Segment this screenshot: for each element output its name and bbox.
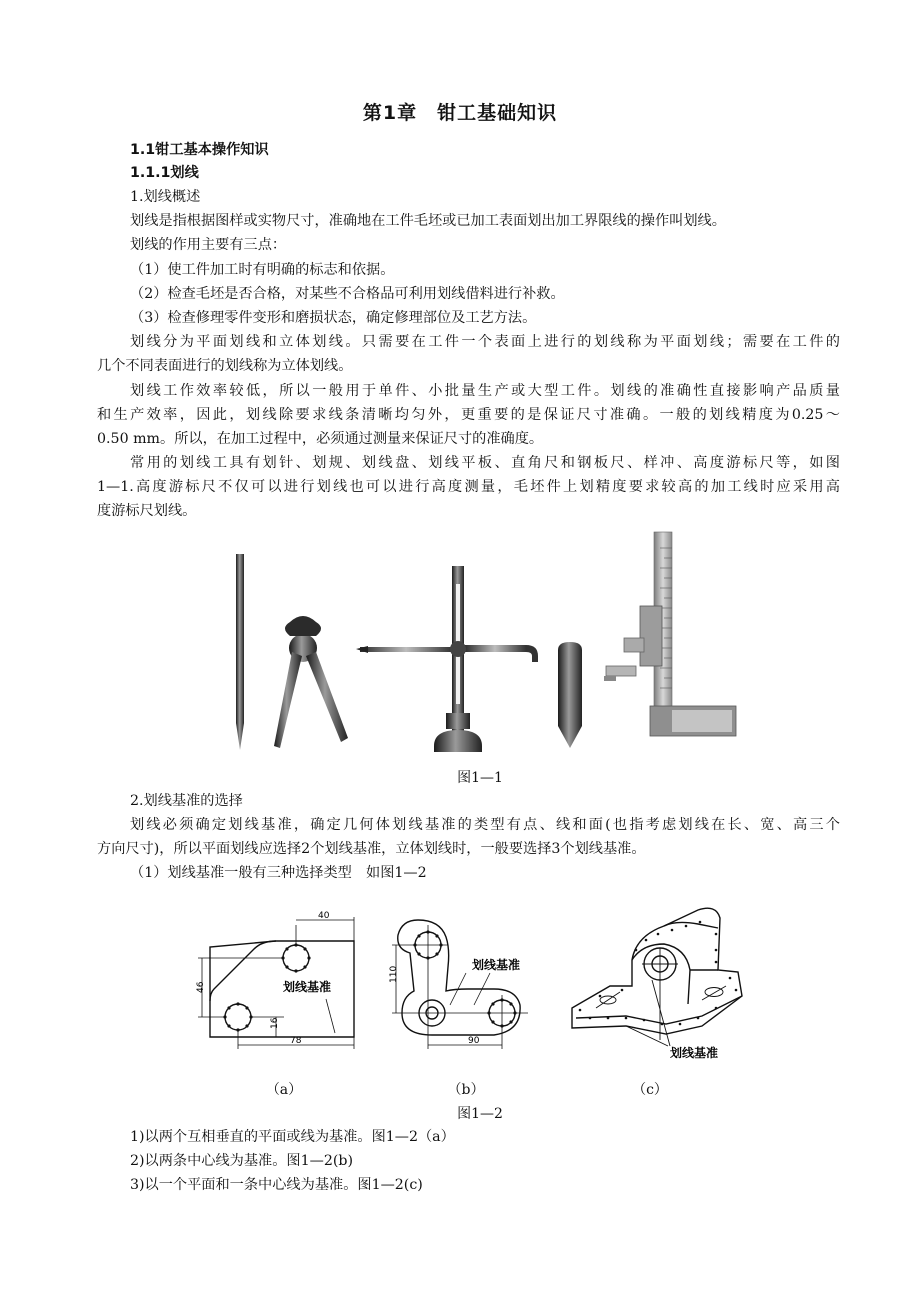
figure-1-2b-caption: （b） bbox=[447, 1082, 485, 1098]
list-item-2: （2）检查毛坯是否合格，对某些不合格品可利用划线借料进行补救。 bbox=[130, 286, 565, 302]
scriber-icon bbox=[236, 554, 244, 750]
paragraph-tools-line1: 常用的划线工具有划针、划规、划线盘、划线平板、直角尺和钢板尺、样冲、高度游标尺等，如图 bbox=[130, 455, 840, 471]
datum-type-1: 1)以两个互相垂直的平面或线为基准。图1—2（a） bbox=[130, 1129, 455, 1145]
subheading-overview: 1.划线概述 bbox=[130, 189, 201, 205]
dividers-icon bbox=[274, 616, 348, 748]
fig2a-dim-top: 40 bbox=[318, 911, 330, 921]
list-item-3: （3）检查修理零件变形和磨损状态，确定修理部位及工艺方法。 bbox=[130, 310, 537, 326]
fig2c-datum-label: 划线基准 bbox=[670, 1046, 719, 1060]
section-heading-1-1-1: 1.1.1划线 bbox=[130, 165, 199, 181]
paragraph-efficiency-line1: 划线工作效率较低，所以一般用于单件、小批量生产或大型工件。划线的准确性直接影响产品质量 bbox=[130, 383, 840, 399]
figure-1-2a-perpendicular-planes bbox=[188, 905, 360, 1055]
figure-1-1-marking-tools bbox=[220, 528, 740, 760]
paragraph-efficiency-line2: 和生产效率，因此，划线除要求线条清晰均匀外，更重要的是保证尺寸准确。一般的划线精度为0.25～ bbox=[97, 407, 840, 423]
paragraph-types-line2: 几个不同表面进行的划线称为立体划线。 bbox=[97, 358, 353, 374]
fig2a-dim-small: 16 bbox=[270, 1017, 280, 1029]
paragraph-datum-line1: 划线必须确定划线基准，确定几何体划线基准的类型有点、线和面(也指考虑划线在长、宽、高三个 bbox=[130, 817, 840, 833]
paragraph-types-line1: 划线分为平面划线和立体划线。只需要在工件一个表面上进行的划线称为平面划线；需要在工件的 bbox=[130, 334, 840, 350]
fig2a-dim-bottom: 78 bbox=[290, 1036, 302, 1046]
subheading-datum-selection: 2.划线基准的选择 bbox=[130, 793, 243, 809]
paragraph-definition: 划线是指根据图样或实物尺寸，准确地在工件毛坯或已加工表面划出加工界限线的操作叫划线。 bbox=[130, 213, 726, 229]
paragraph-datum-line2: 方向尺寸)，所以平面划线应选择2个划线基准，立体划线时，一般要选择3个划线基准。 bbox=[97, 841, 646, 857]
list-item-1: （1）使工件加工时有明确的标志和依据。 bbox=[130, 262, 395, 278]
figure-1-2b-center-lines bbox=[378, 905, 550, 1055]
paragraph-tools-line2: 1—1.高度游标尺不仅可以进行划线也可以进行高度测量，毛坯件上划精度要求较高的加工线时应采用高 bbox=[97, 479, 840, 495]
fig2a-dim-left: 46 bbox=[196, 981, 206, 993]
section-heading-1-1: 1.1钳工基本操作知识 bbox=[130, 142, 269, 158]
figure-1-2c-plane-and-center-line bbox=[566, 900, 750, 1070]
paragraph-tools-line3: 度游标尺划线。 bbox=[97, 503, 197, 519]
datum-type-2: 2)以两条中心线为基准。图1—2(b) bbox=[130, 1153, 354, 1169]
fig2b-dim-bottom: 90 bbox=[468, 1036, 480, 1046]
fig2b-dim-left: 110 bbox=[389, 965, 399, 983]
center-punch-icon bbox=[558, 642, 582, 748]
paragraph-functions-intro: 划线的作用主要有三点： bbox=[130, 237, 287, 253]
figure-1-2-caption: 图1—2 bbox=[457, 1106, 503, 1122]
fig2b-datum-label: 划线基准 bbox=[472, 958, 521, 972]
figure-1-2c-caption: （c） bbox=[632, 1082, 668, 1098]
height-gauge-icon bbox=[604, 532, 736, 736]
paragraph-efficiency-line3: 0.50 mm。所以，在加工过程中，必须通过测量来保证尺寸的准确度。 bbox=[97, 431, 544, 447]
datum-type-3: 3)以一个平面和一条中心线为基准。图1—2(c) bbox=[130, 1177, 423, 1193]
figure-1-2a-caption: （a） bbox=[265, 1082, 303, 1098]
figure-1-1-caption: 图1—1 bbox=[457, 770, 503, 786]
surface-gauge-icon bbox=[356, 566, 538, 752]
chapter-title: 第1章 钳工基础知识 bbox=[362, 102, 558, 124]
paragraph-datum-types: （1）划线基准一般有三种选择类型 如图1—2 bbox=[130, 865, 427, 881]
fig2a-datum-label: 划线基准 bbox=[283, 980, 332, 994]
